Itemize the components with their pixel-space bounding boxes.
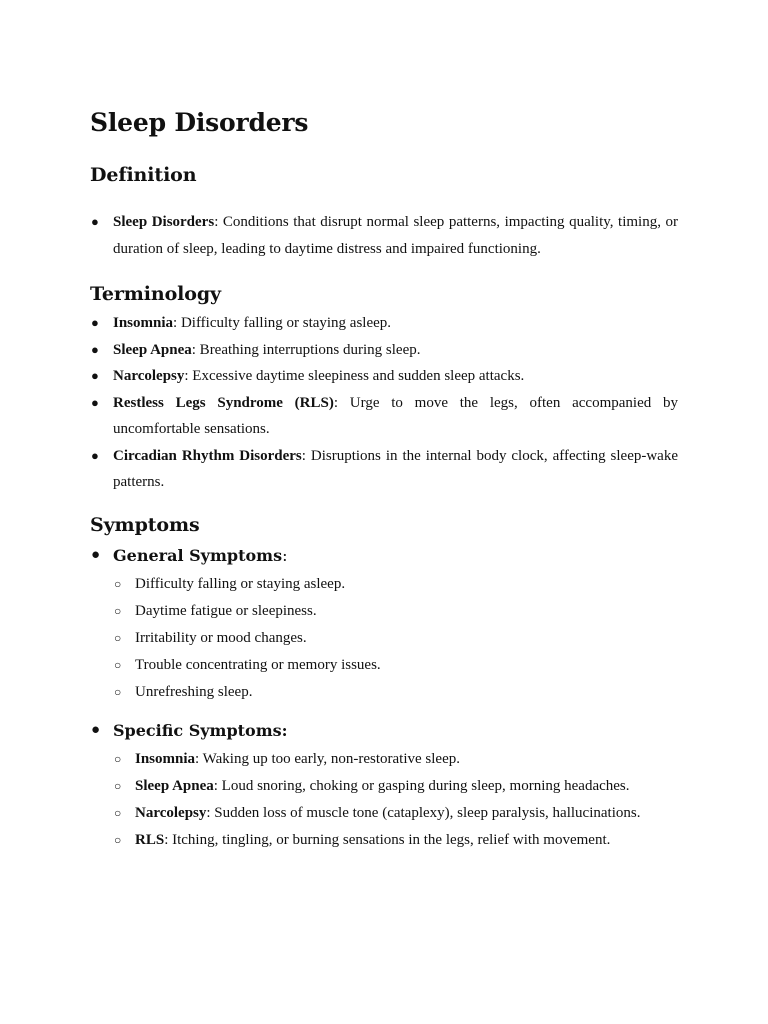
list-item	[90, 390, 678, 443]
term-label: Sleep Apnea	[113, 341, 192, 358]
group-title: Specific Symptoms:	[113, 720, 288, 740]
group-title: General Symptoms	[113, 545, 283, 565]
list-item	[113, 800, 678, 827]
specific-symptoms-list	[113, 746, 678, 854]
term-description: : Itching, tingling, or burning sensations in the legs, relief with movement.	[164, 831, 611, 848]
term-description: : Breathing interruptions during sleep.	[191, 341, 421, 358]
bullet-icon: ●	[91, 447, 99, 463]
term-label: Insomnia	[135, 750, 196, 767]
circle-bullet-icon: ○	[114, 603, 122, 618]
list-item	[90, 363, 678, 390]
bullet-icon: ●	[91, 368, 99, 383]
list-item	[113, 773, 678, 800]
list-item	[90, 209, 678, 262]
term-label: Narcolepsy	[113, 368, 185, 384]
term-label: Circadian Rhythm Disorders	[113, 447, 302, 464]
term-label: Insomnia	[113, 315, 174, 331]
term-label: Sleep Disorders	[113, 214, 215, 230]
list-item	[113, 679, 678, 706]
bullet-icon: ●	[91, 394, 99, 410]
circle-bullet-icon: ○	[114, 751, 122, 766]
circle-bullet-icon: ○	[114, 576, 122, 591]
group-title-suffix: :	[282, 545, 288, 565]
page-title: Sleep Disorders	[90, 108, 309, 137]
term-label: RLS	[135, 831, 165, 848]
term-description: : Difficulty falling or staying asleep.	[173, 315, 392, 331]
list-item	[113, 746, 678, 773]
circle-bullet-icon: ○	[114, 805, 122, 820]
general-symptoms-group	[90, 541, 678, 706]
terminology-list	[90, 310, 678, 496]
bullet-icon: ●	[91, 546, 101, 563]
circle-bullet-icon: ○	[114, 657, 122, 672]
term-description: : Waking up too early, non-restorative sleep.	[195, 750, 460, 767]
specific-symptoms-group	[90, 716, 678, 854]
symptom-text: Trouble concentrating or memory issues.	[135, 656, 381, 673]
term-label: Sleep Apnea	[135, 777, 214, 794]
list-item	[113, 598, 678, 625]
list-item	[90, 310, 678, 337]
bullet-icon: ●	[91, 721, 101, 738]
symptoms-heading: Symptoms	[90, 513, 200, 536]
list-item	[113, 625, 678, 652]
bullet-icon: ●	[91, 341, 99, 357]
symptom-text: Unrefreshing sleep.	[135, 683, 253, 700]
symptom-text: Difficulty falling or staying asleep.	[135, 575, 346, 592]
symptom-text: Irritability or mood changes.	[135, 629, 307, 646]
list-item	[90, 337, 678, 364]
bullet-icon: ●	[91, 315, 99, 330]
term-description: : Urge to move the legs, often accompanied by uncomfortable sensations.	[113, 394, 678, 437]
circle-bullet-icon: ○	[114, 832, 122, 847]
term-description: : Loud snoring, choking or gasping during sleep, morning headaches.	[213, 777, 630, 794]
symptom-text: Daytime fatigue or sleepiness.	[135, 602, 317, 619]
list-item	[113, 827, 678, 854]
symptoms-list	[90, 541, 678, 854]
term-description: : Excessive daytime sleepiness and sudden sleep attacks.	[184, 368, 525, 384]
circle-bullet-icon: ○	[114, 684, 122, 699]
general-symptoms-list	[113, 571, 678, 706]
definition-heading: Definition	[90, 164, 197, 186]
bullet-icon: ●	[91, 214, 99, 229]
term-description: : Disruptions in the internal body clock, affecting sleep-wake patterns.	[113, 447, 678, 490]
circle-bullet-icon: ○	[114, 630, 122, 645]
term-description: : Conditions that disrupt normal sleep patterns, impacting quality, timing, or duration of sleep, leading to daytime distress and impaired functioning.	[113, 214, 678, 257]
document-page	[90, 108, 678, 854]
circle-bullet-icon: ○	[114, 778, 122, 793]
definition-list	[90, 209, 678, 262]
term-description: : Sudden loss of muscle tone (cataplexy), sleep paralysis, hallucinations.	[206, 804, 641, 821]
term-label: Narcolepsy	[135, 804, 207, 821]
list-item	[90, 443, 678, 496]
list-item	[113, 571, 678, 598]
term-label: Restless Legs Syndrome (RLS)	[113, 394, 334, 411]
terminology-heading: Terminology	[90, 283, 221, 305]
list-item	[113, 652, 678, 679]
